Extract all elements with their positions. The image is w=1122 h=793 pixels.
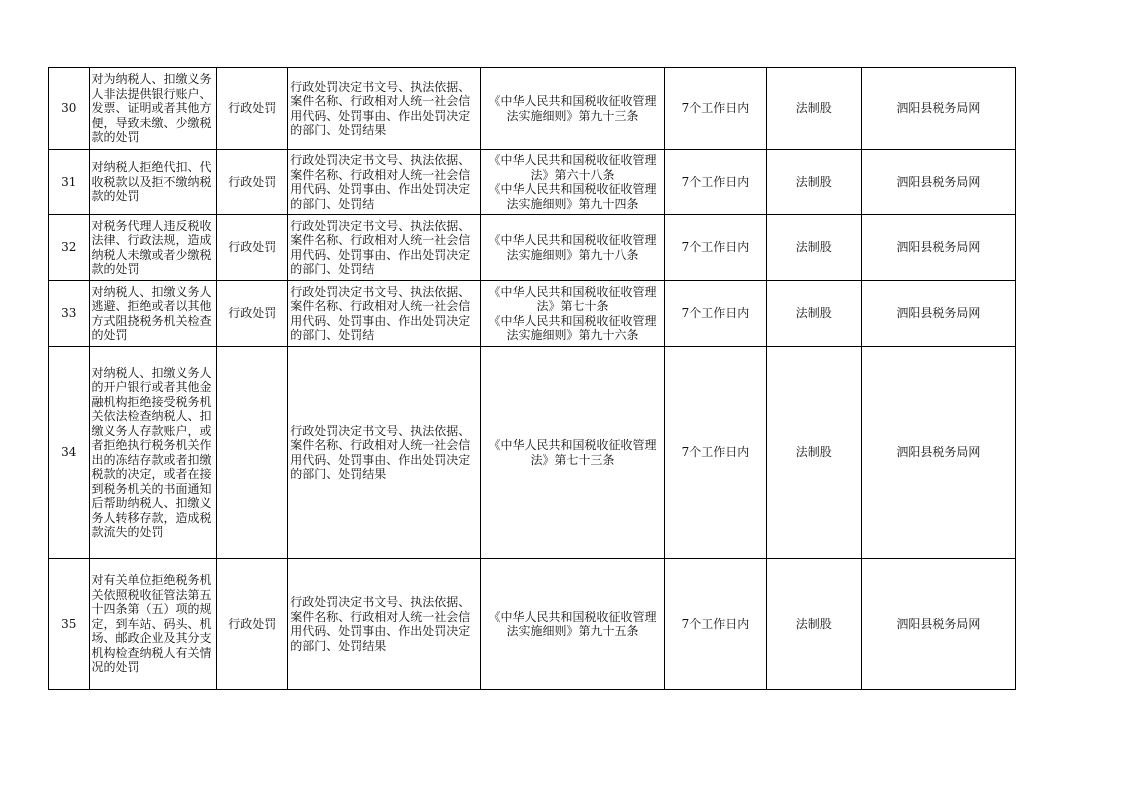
table-row bbox=[49, 150, 1016, 215]
time-limit: 7个工作日内 bbox=[665, 281, 766, 347]
responsible-dept: 法制股 bbox=[766, 559, 861, 690]
disclosure-channel: 泗阳县税务局网 bbox=[861, 347, 1015, 559]
item-name: 对税务代理人违反税收法律、行政法规，造成纳税人未缴或者少缴税款的处罚 bbox=[89, 215, 217, 281]
responsible-dept: 法制股 bbox=[766, 215, 861, 281]
disclosure-content: 行政处罚决定书文号、执法依据、案件名称、行政相对人统一社会信用代码、处罚事由、作出处罚决定的部门、处罚结 bbox=[288, 281, 481, 347]
item-name: 对纳税人、扣缴义务人的开户银行或者其他金融机构拒绝接受税务机关依法检查纳税人、扣缴义务人存款账户，或者拒绝执行税务机关作出的冻结存款或者扣缴税款的决定，或者在接到税务机关的书面通知后帮助纳税人、扣缴义务人转移存款，造成税款流失的处罚 bbox=[89, 347, 217, 559]
row-number: 31 bbox=[49, 150, 90, 215]
disclosure-channel: 泗阳县税务局网 bbox=[861, 215, 1015, 281]
disclosure-content: 行政处罚决定书文号、执法依据、案件名称、行政相对人统一社会信用代码、处罚事由、作出处罚决定的部门、处罚结果 bbox=[288, 559, 481, 690]
disclosure-channel: 泗阳县税务局网 bbox=[861, 150, 1015, 215]
time-limit: 7个工作日内 bbox=[665, 150, 766, 215]
legal-basis: 《中华人民共和国税收征收管理法实施细则》第九十五条 bbox=[480, 559, 664, 690]
item-name: 对为纳税人、扣缴义务人非法提供银行账户、发票、证明或者其他方便，导致未缴、少缴税款的处罚 bbox=[89, 68, 217, 150]
table-row bbox=[49, 215, 1016, 281]
time-limit: 7个工作日内 bbox=[665, 347, 766, 559]
row-number: 32 bbox=[49, 215, 90, 281]
disclosure-channel: 泗阳县税务局网 bbox=[861, 68, 1015, 150]
legal-basis: 《中华人民共和国税收征收管理法实施细则》第九十三条 bbox=[480, 68, 664, 150]
responsible-dept: 法制股 bbox=[766, 150, 861, 215]
table-row bbox=[49, 68, 1016, 150]
time-limit: 7个工作日内 bbox=[665, 68, 766, 150]
time-limit: 7个工作日内 bbox=[665, 559, 766, 690]
item-type: 行政处罚 bbox=[217, 68, 288, 150]
legal-basis: 《中华人民共和国税收征收管理法》第七十条 《中华人民共和国税收征收管理法实施细则》第九十六条 bbox=[480, 281, 664, 347]
disclosure-table bbox=[48, 67, 1016, 690]
responsible-dept: 法制股 bbox=[766, 347, 861, 559]
item-type bbox=[217, 347, 288, 559]
item-name: 对纳税人拒绝代扣、代收税款以及拒不缴纳税款的处罚 bbox=[89, 150, 217, 215]
disclosure-content: 行政处罚决定书文号、执法依据、案件名称、行政相对人统一社会信用代码、处罚事由、作出处罚决定的部门、处罚结 bbox=[288, 150, 481, 215]
table-row bbox=[49, 281, 1016, 347]
disclosure-content: 行政处罚决定书文号、执法依据、案件名称、行政相对人统一社会信用代码、处罚事由、作出处罚决定的部门、处罚结果 bbox=[288, 347, 481, 559]
disclosure-channel: 泗阳县税务局网 bbox=[861, 281, 1015, 347]
item-type: 行政处罚 bbox=[217, 150, 288, 215]
responsible-dept: 法制股 bbox=[766, 281, 861, 347]
item-type: 行政处罚 bbox=[217, 281, 288, 347]
item-name: 对有关单位拒绝税务机关依照税收征管法第五十四条第（五）项的规定，到车站、码头、机场、邮政企业及其分支机构检查纳税人有关情况的处罚 bbox=[89, 559, 217, 690]
disclosure-content: 行政处罚决定书文号、执法依据、案件名称、行政相对人统一社会信用代码、处罚事由、作出处罚决定的部门、处罚结果 bbox=[288, 68, 481, 150]
time-limit: 7个工作日内 bbox=[665, 215, 766, 281]
item-name: 对纳税人、扣缴义务人逃避、拒绝或者以其他方式阻挠税务机关检查的处罚 bbox=[89, 281, 217, 347]
item-type: 行政处罚 bbox=[217, 215, 288, 281]
row-number: 34 bbox=[49, 347, 90, 559]
legal-basis: 《中华人民共和国税收征收管理法》第七十三条 bbox=[480, 347, 664, 559]
disclosure-channel: 泗阳县税务局网 bbox=[861, 559, 1015, 690]
row-number: 35 bbox=[49, 559, 90, 690]
table-row bbox=[49, 347, 1016, 559]
legal-basis: 《中华人民共和国税收征收管理法实施细则》第九十八条 bbox=[480, 215, 664, 281]
row-number: 33 bbox=[49, 281, 90, 347]
table-row bbox=[49, 559, 1016, 690]
legal-basis: 《中华人民共和国税收征收管理法》第六十八条 《中华人民共和国税收征收管理法实施细则》第九十四条 bbox=[480, 150, 664, 215]
row-number: 30 bbox=[49, 68, 90, 150]
responsible-dept: 法制股 bbox=[766, 68, 861, 150]
item-type: 行政处罚 bbox=[217, 559, 288, 690]
disclosure-content: 行政处罚决定书文号、执法依据、案件名称、行政相对人统一社会信用代码、处罚事由、作出处罚决定的部门、处罚结 bbox=[288, 215, 481, 281]
